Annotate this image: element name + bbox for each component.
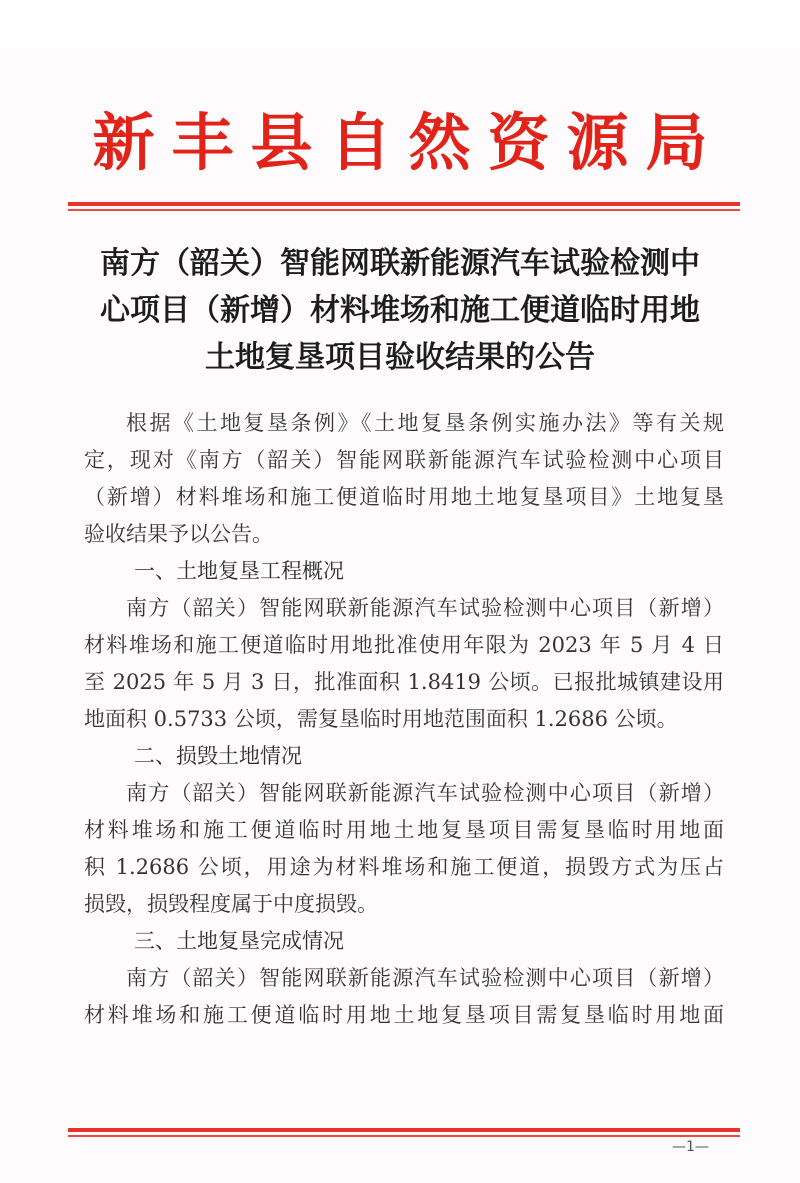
- paragraph-line: 南方（韶关）智能网联新能源汽车试验检测中心项目（新增）: [126, 966, 724, 990]
- paragraph-line: 根据《土地复垦条例》《土地复垦条例实施办法》等有关规: [126, 411, 724, 435]
- header-red-rule: [68, 202, 740, 211]
- document-body: [84, 405, 724, 1034]
- document-title: [60, 240, 740, 381]
- paragraph-line: 材料堆场和施工便道临时用地土地复垦项目需复垦临时用地面: [84, 1003, 724, 1027]
- header-rule-thick: [68, 202, 740, 206]
- paragraph-line: 定，现对《南方（韶关）智能网联新能源汽车试验检测中心项目: [84, 448, 724, 472]
- page-number: —1—: [672, 1139, 709, 1155]
- section-heading: 三、土地复垦完成情况: [134, 929, 344, 953]
- header-rule-thin: [68, 209, 740, 211]
- section-land-reclamation-overview: [84, 553, 724, 738]
- paragraph-line: 地面积 0.5733 公顷，需复垦临时用地范围面积 1.2686 公顷。: [84, 707, 678, 731]
- paragraph-line: 损毁，损毁程度属于中度损毁。: [84, 892, 378, 916]
- footer-red-rule: [68, 1128, 740, 1137]
- footer-rule-thin: [68, 1135, 740, 1137]
- intro-paragraph: [84, 405, 724, 553]
- paragraph-line: 验收结果予以公告。: [84, 522, 273, 546]
- document-page: [0, 48, 800, 1183]
- title-line: 土地复垦项目验收结果的公告: [205, 340, 595, 375]
- footer-rule-thick: [68, 1128, 740, 1132]
- paragraph-line: 材料堆场和施工便道临时用地批准使用年限为 2023 年 5 月 4 日: [84, 633, 724, 657]
- section-heading: 一、土地复垦工程概况: [134, 559, 344, 583]
- title-line: 心项目（新增）材料堆场和施工便道临时用地: [100, 293, 700, 328]
- section-heading: 二、损毁土地情况: [134, 744, 302, 768]
- paragraph-line: 南方（韶关）智能网联新能源汽车试验检测中心项目（新增）: [126, 596, 724, 620]
- organization-header: 新丰县自然资源局: [92, 106, 725, 179]
- paragraph-line: （新增）材料堆场和施工便道临时用地土地复垦项目》土地复垦: [84, 485, 724, 509]
- section-damaged-land: [84, 738, 724, 923]
- paragraph-line: 积 1.2686 公顷，用途为材料堆场和施工便道，损毁方式为压占: [84, 855, 724, 879]
- section-reclamation-completion: [84, 923, 724, 1034]
- paragraph-line: 材料堆场和施工便道临时用地土地复垦项目需复垦临时用地面: [84, 818, 724, 842]
- paragraph-line: 南方（韶关）智能网联新能源汽车试验检测中心项目（新增）: [126, 781, 724, 805]
- title-line: 南方（韶关）智能网联新能源汽车试验检测中: [100, 246, 700, 281]
- paragraph-line: 至 2025 年 5 月 3 日，批准面积 1.8419 公顷。已报批城镇建设用: [84, 670, 724, 694]
